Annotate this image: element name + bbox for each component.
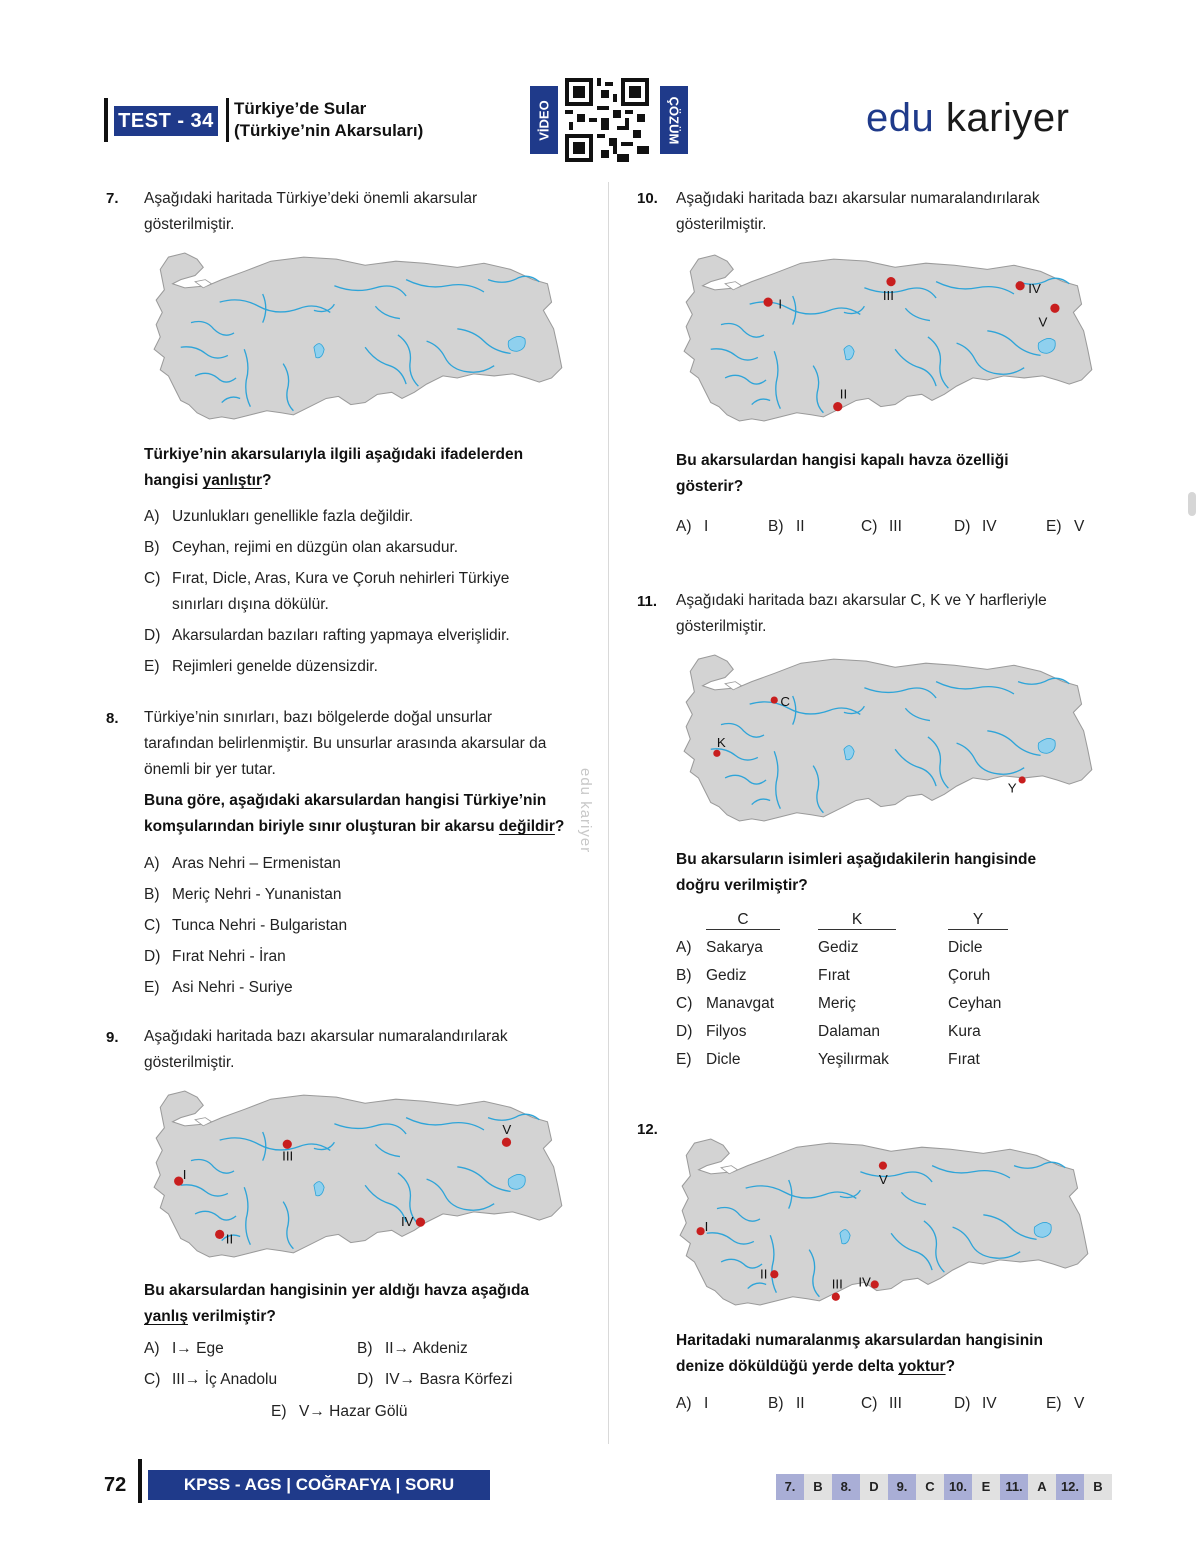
q9-stem-line2-b: verilmiştir? bbox=[187, 1308, 276, 1325]
q12-marker-i: I bbox=[704, 1219, 709, 1235]
cell-y: Fırat bbox=[948, 1051, 980, 1068]
answer-key-q12: 12. bbox=[1056, 1474, 1084, 1500]
q10-marker-i: I bbox=[778, 296, 783, 312]
q10-marker-iv-dot bbox=[1015, 281, 1024, 290]
q12-marker-ii: II bbox=[760, 1266, 768, 1282]
q10-marker-iii: III bbox=[882, 288, 894, 304]
option-letter: E) bbox=[144, 658, 160, 675]
option-letter: E) bbox=[144, 979, 160, 996]
answer-key-a10: E bbox=[972, 1474, 1000, 1500]
option-letter: A) bbox=[144, 855, 160, 872]
q11-turkey-rivers-map bbox=[680, 648, 1100, 830]
cell-k: Gediz bbox=[818, 939, 859, 956]
q9-stem-line2 bbox=[144, 1304, 529, 1330]
q8-number: 8. bbox=[106, 710, 119, 727]
q10-intro-line1: Aşağıdaki haritada bazı akarsular numaralandırılarak bbox=[676, 190, 1040, 207]
q11-intro bbox=[676, 588, 1047, 640]
q7-option-d[interactable] bbox=[144, 626, 510, 646]
q9-option-e[interactable] bbox=[271, 1402, 408, 1422]
answer-key-q7: 7. bbox=[776, 1474, 804, 1500]
option-text: III bbox=[889, 1395, 902, 1412]
q9-intro bbox=[144, 1024, 508, 1076]
column-header-c: C bbox=[706, 911, 780, 930]
option-text: Ceyhan, rejimi en düzgün olan akarsudur. bbox=[172, 539, 459, 556]
option-text: V→ Hazar Gölü bbox=[299, 1403, 408, 1420]
option-text: Akarsulardan bazıları rafting yapmaya elverişlidir. bbox=[172, 627, 510, 644]
column-header-cell bbox=[706, 906, 818, 934]
q7-intro-line2: gösterilmiştir. bbox=[144, 216, 235, 233]
answer-key-q10: 10. bbox=[944, 1474, 972, 1500]
q10-number: 10. bbox=[637, 190, 658, 207]
q10-stem bbox=[676, 448, 1009, 500]
answer-key-a9: C bbox=[916, 1474, 944, 1500]
column-header-k: K bbox=[818, 911, 896, 930]
video-label-box bbox=[530, 86, 558, 154]
cell-c: Filyos bbox=[706, 1023, 747, 1040]
q7-stem-line2-a: hangisi bbox=[144, 472, 203, 489]
q7-option-a[interactable] bbox=[144, 507, 413, 527]
q7-intro-line1: Aşağıdaki haritada Türkiye’deki önemli akarsular bbox=[144, 190, 478, 207]
video-label: VİDEO bbox=[536, 99, 552, 141]
option-letter: C) bbox=[861, 518, 878, 535]
q8-stem-line2-c: ? bbox=[554, 818, 565, 835]
answer-key-a11: A bbox=[1028, 1474, 1056, 1500]
topic-line-2: (Türkiye’nin Akarsuları) bbox=[234, 121, 424, 140]
answer-key-q9: 9. bbox=[888, 1474, 916, 1500]
column-header-y: Y bbox=[948, 911, 1008, 930]
option-letter: D) bbox=[954, 518, 971, 535]
table-header-row bbox=[676, 906, 1008, 934]
q11-marker-y-dot bbox=[1019, 776, 1026, 783]
q12-marker-i-dot bbox=[696, 1227, 704, 1235]
page-number: 72 bbox=[104, 1474, 127, 1496]
q10-marker-i-dot bbox=[763, 298, 772, 307]
option-text: II bbox=[796, 1395, 805, 1412]
option-text: Fırat Nehri - İran bbox=[172, 948, 286, 965]
q12-marker-iii-dot bbox=[832, 1293, 840, 1301]
q9-marker-ii: II bbox=[225, 1231, 234, 1247]
q9-marker-iii-dot bbox=[283, 1140, 292, 1149]
q7-stem bbox=[144, 442, 523, 494]
q10-option-d[interactable] bbox=[954, 517, 997, 537]
q10-option-c[interactable] bbox=[861, 517, 902, 537]
q9-intro-line1: Aşağıdaki haritada bazı akarsular numaralandırılarak bbox=[144, 1028, 508, 1045]
q12-stem-line2-c: ? bbox=[945, 1358, 956, 1375]
q11-number: 11. bbox=[637, 593, 658, 610]
q8-intro-line1: Türkiye’nin sınırları, bazı bölgelerde doğal unsurlar bbox=[144, 709, 493, 726]
q10-intro-line2: gösterilmiştir. bbox=[676, 216, 767, 233]
q11-option-a[interactable] bbox=[676, 934, 1008, 962]
column-header-cell bbox=[948, 906, 1008, 934]
option-letter: B) bbox=[144, 539, 160, 556]
option-text: II→ Akdeniz bbox=[385, 1340, 468, 1357]
q9-marker-v-dot bbox=[502, 1138, 511, 1147]
q10-stem-line2: gösterir? bbox=[676, 478, 744, 495]
q9-stem-emphasis: yanlış bbox=[144, 1308, 188, 1325]
q11-intro-line2: gösterilmiştir. bbox=[676, 618, 767, 635]
option-text: Uzunlukları genellikle fazla değildir. bbox=[172, 508, 414, 525]
q10-intro bbox=[676, 186, 1040, 238]
q10-marker-v: V bbox=[1038, 314, 1048, 330]
option-letter: C) bbox=[144, 917, 161, 934]
q12-turkey-rivers-map bbox=[676, 1132, 1096, 1314]
q12-marker-v: V bbox=[878, 1172, 888, 1188]
q12-stem-emphasis: yoktur bbox=[898, 1358, 946, 1375]
option-letter: C) bbox=[676, 995, 693, 1012]
cell-y: Ceyhan bbox=[948, 995, 1002, 1012]
q12-stem bbox=[676, 1328, 1043, 1380]
q7-stem-line1: Türkiye’nin akarsularıyla ilgili aşağıdaki ifadelerden bbox=[144, 446, 524, 463]
q12-option-b[interactable] bbox=[768, 1394, 805, 1414]
cell-c: Gediz bbox=[706, 967, 747, 984]
option-text: III→ İç Anadolu bbox=[172, 1371, 278, 1388]
q8-stem-line2-a: komşularından biriyle sınır oluşturan bir akarsu bbox=[144, 818, 499, 835]
option-letter: B) bbox=[144, 886, 160, 903]
option-letter: B) bbox=[676, 967, 692, 984]
option-text: V bbox=[1074, 518, 1085, 535]
q10-option-b[interactable] bbox=[768, 517, 805, 537]
q10-turkey-rivers-map bbox=[680, 248, 1100, 430]
q10-marker-ii-dot bbox=[833, 402, 842, 411]
topic-title bbox=[234, 98, 423, 142]
option-letter: A) bbox=[144, 1340, 160, 1357]
cell-y: Kura bbox=[948, 1023, 981, 1040]
q12-option-e[interactable] bbox=[1046, 1394, 1084, 1414]
option-letter: D) bbox=[676, 1023, 693, 1040]
answer-key bbox=[776, 1474, 1112, 1500]
q11-stem-line2: doğru verilmiştir? bbox=[676, 877, 808, 894]
option-letter: E) bbox=[271, 1403, 287, 1420]
solution-label-box bbox=[660, 86, 688, 154]
q12-marker-v-dot bbox=[879, 1162, 887, 1170]
q11-option-e[interactable] bbox=[676, 1046, 1008, 1074]
q12-option-c[interactable] bbox=[861, 1394, 902, 1414]
q11-marker-k-dot bbox=[713, 750, 720, 757]
q11-marker-k: K bbox=[716, 735, 726, 751]
cell-k: Meriç bbox=[818, 995, 856, 1012]
brand-logo bbox=[866, 96, 1069, 141]
q7-turkey-rivers-map bbox=[150, 246, 570, 428]
q12-marker-iv-dot bbox=[871, 1280, 879, 1288]
q7-option-c[interactable] bbox=[144, 569, 509, 589]
q8-stem-emphasis: değildir bbox=[498, 818, 555, 835]
option-text: IV bbox=[982, 1395, 997, 1412]
q11-marker-c-dot bbox=[771, 696, 778, 703]
q9-marker-ii-dot bbox=[215, 1230, 224, 1239]
option-text: IV→ Basra Körfezi bbox=[385, 1371, 513, 1388]
cell-y: Çoruh bbox=[948, 967, 991, 984]
q9-marker-iv: IV bbox=[400, 1214, 414, 1230]
q7-stem-line2 bbox=[144, 468, 523, 494]
option-letter: C) bbox=[861, 1395, 878, 1412]
q11-stem bbox=[676, 847, 1036, 899]
cell-c: Dicle bbox=[706, 1051, 741, 1068]
option-letter: A) bbox=[676, 1395, 692, 1412]
q7-intro bbox=[144, 186, 477, 238]
option-text: I→ Ege bbox=[172, 1340, 224, 1357]
q10-marker-iii-dot bbox=[886, 277, 895, 286]
q9-stem bbox=[144, 1278, 529, 1330]
q8-stem bbox=[144, 788, 564, 840]
q9-option-a[interactable] bbox=[144, 1339, 224, 1359]
q9-turkey-rivers-map bbox=[150, 1084, 570, 1266]
option-text: Tunca Nehri - Bulgaristan bbox=[172, 917, 348, 934]
option-text: sınırları dışına dökülür. bbox=[172, 596, 329, 613]
q11-marker-c: C bbox=[780, 694, 790, 710]
option-text: Aras Nehri – Ermenistan bbox=[172, 855, 341, 872]
answer-key-q11: 11. bbox=[1000, 1474, 1028, 1500]
q8-intro-line3: önemli bir yer tutar. bbox=[144, 761, 276, 778]
test-label: TEST - 34 bbox=[114, 106, 218, 136]
option-letter: E) bbox=[1046, 518, 1062, 535]
q9-option-d[interactable] bbox=[357, 1370, 513, 1390]
option-letter: A) bbox=[144, 508, 160, 525]
option-letter: C) bbox=[144, 1371, 161, 1388]
option-letter: A) bbox=[676, 939, 692, 956]
q10-marker-ii: II bbox=[839, 386, 848, 402]
q10-stem-line1: Bu akarsulardan hangisi kapalı havza özelliği bbox=[676, 452, 1009, 469]
logo-edu: edu bbox=[866, 96, 935, 140]
option-text: V bbox=[1074, 1395, 1085, 1412]
option-text: Meriç Nehri - Yunanistan bbox=[172, 886, 342, 903]
q11-answer-table bbox=[676, 906, 1008, 1074]
q10-option-a[interactable] bbox=[676, 517, 708, 537]
q12-marker-iii: III bbox=[831, 1276, 843, 1292]
q9-marker-iii: III bbox=[282, 1148, 294, 1164]
cell-c: Sakarya bbox=[706, 939, 763, 956]
header-bar-left bbox=[104, 98, 108, 142]
option-letter: D) bbox=[144, 627, 161, 644]
logo-kariyer: kariyer bbox=[945, 96, 1070, 140]
answer-key-a12: B bbox=[1084, 1474, 1112, 1500]
q7-option-b[interactable] bbox=[144, 538, 458, 558]
q9-marker-i: I bbox=[182, 1167, 187, 1183]
q11-marker-y: Y bbox=[1007, 780, 1017, 796]
q8-option-b[interactable] bbox=[144, 885, 341, 905]
q7-option-e[interactable] bbox=[144, 657, 378, 677]
option-text: Rejimleri genelde düzensizdir. bbox=[172, 658, 378, 675]
option-letter: B) bbox=[768, 518, 784, 535]
cell-k: Fırat bbox=[818, 967, 850, 984]
q11-intro-line1: Aşağıdaki haritada bazı akarsular C, K ve Y harfleriyle bbox=[676, 592, 1047, 609]
answer-key-q8: 8. bbox=[832, 1474, 860, 1500]
option-letter: D) bbox=[954, 1395, 971, 1412]
table-header-spacer bbox=[676, 906, 706, 934]
option-text: I bbox=[704, 518, 709, 535]
book-title: KPSS - AGS | COĞRAFYA | SORU BANKASI bbox=[148, 1470, 490, 1500]
option-letter: D) bbox=[357, 1371, 374, 1388]
q8-stem-line1: Buna göre, aşağıdaki akarsulardan hangisi Türkiye’nin bbox=[144, 792, 547, 809]
footer-bar bbox=[138, 1459, 142, 1503]
q7-stem-emphasis: yanlıştır bbox=[202, 472, 263, 489]
q12-option-a[interactable] bbox=[676, 1394, 708, 1414]
q8-option-a[interactable] bbox=[144, 854, 341, 874]
q9-intro-line2: gösterilmiştir. bbox=[144, 1054, 235, 1071]
option-text: Fırat, Dicle, Aras, Kura ve Çoruh nehirleri Türkiye bbox=[172, 570, 510, 587]
q7-stem-line2-c: ? bbox=[262, 472, 272, 489]
column-divider bbox=[608, 182, 609, 1444]
option-letter: B) bbox=[357, 1340, 373, 1357]
q8-intro-line2: tarafından belirlenmiştir. Bu unsurlar arasında akarsular da bbox=[144, 735, 547, 752]
cell-k: Yeşilırmak bbox=[818, 1051, 889, 1068]
option-text: III bbox=[889, 518, 902, 535]
q12-marker-ii-dot bbox=[770, 1270, 778, 1278]
answer-key-a7: B bbox=[804, 1474, 832, 1500]
q12-option-d[interactable] bbox=[954, 1394, 997, 1414]
cell-k: Dalaman bbox=[818, 1023, 881, 1040]
q8-option-c[interactable] bbox=[144, 916, 347, 936]
answer-key-a8: D bbox=[860, 1474, 888, 1500]
option-letter: C) bbox=[144, 570, 161, 587]
qr-code-icon[interactable] bbox=[563, 78, 651, 162]
q7-number: 7. bbox=[106, 190, 119, 207]
option-text: IV bbox=[982, 518, 997, 535]
q12-stem-line1: Haritadaki numaralanmış akarsulardan hangisinin bbox=[676, 1332, 1043, 1349]
q9-marker-iv-dot bbox=[416, 1218, 425, 1227]
watermark: edu kariyer bbox=[577, 768, 594, 854]
q11-option-b[interactable] bbox=[676, 962, 1008, 990]
q10-option-e[interactable] bbox=[1046, 517, 1084, 537]
q11-stem-line1: Bu akarsuların isimleri aşağıdakilerin hangisinde bbox=[676, 851, 1037, 868]
q11-option-d[interactable] bbox=[676, 1018, 1008, 1046]
q8-option-e[interactable] bbox=[144, 978, 293, 998]
option-letter: B) bbox=[768, 1395, 784, 1412]
q9-marker-v: V bbox=[502, 1122, 512, 1138]
q8-option-d[interactable] bbox=[144, 947, 286, 967]
option-letter: E) bbox=[676, 1051, 692, 1068]
option-letter: D) bbox=[144, 948, 161, 965]
q12-stem-line2 bbox=[676, 1354, 1043, 1380]
q11-option-c[interactable] bbox=[676, 990, 1008, 1018]
q12-number: 12. bbox=[637, 1121, 658, 1138]
scrollbar-thumb[interactable] bbox=[1188, 492, 1196, 516]
q9-option-b[interactable] bbox=[357, 1339, 468, 1359]
solution-label: ÇÖZÜM bbox=[666, 96, 682, 144]
q8-stem-line2 bbox=[144, 814, 564, 840]
q10-marker-iv: IV bbox=[1028, 280, 1041, 296]
q8-intro bbox=[144, 705, 546, 783]
option-letter: E) bbox=[1046, 1395, 1062, 1412]
q10-marker-v-dot bbox=[1050, 304, 1059, 313]
option-text: I bbox=[704, 1395, 709, 1412]
q7-option-c-cont bbox=[144, 595, 329, 615]
column-header-cell bbox=[818, 906, 948, 934]
q12-stem-line2-a: denize döküldüğü yerde delta bbox=[676, 1358, 899, 1375]
q9-option-c[interactable] bbox=[144, 1370, 277, 1390]
q9-number: 9. bbox=[106, 1029, 119, 1046]
cell-c: Manavgat bbox=[706, 995, 775, 1012]
header-bar-divider bbox=[226, 98, 229, 142]
option-text: Asi Nehri - Suriye bbox=[172, 979, 293, 996]
q9-stem-line1: Bu akarsulardan hangisinin yer aldığı havza aşağıda bbox=[144, 1282, 530, 1299]
q12-marker-iv: IV bbox=[858, 1274, 871, 1290]
option-text: II bbox=[796, 518, 805, 535]
cell-y: Dicle bbox=[948, 939, 983, 956]
topic-line-1: Türkiye’de Sular bbox=[234, 99, 367, 118]
option-letter: A) bbox=[676, 518, 692, 535]
